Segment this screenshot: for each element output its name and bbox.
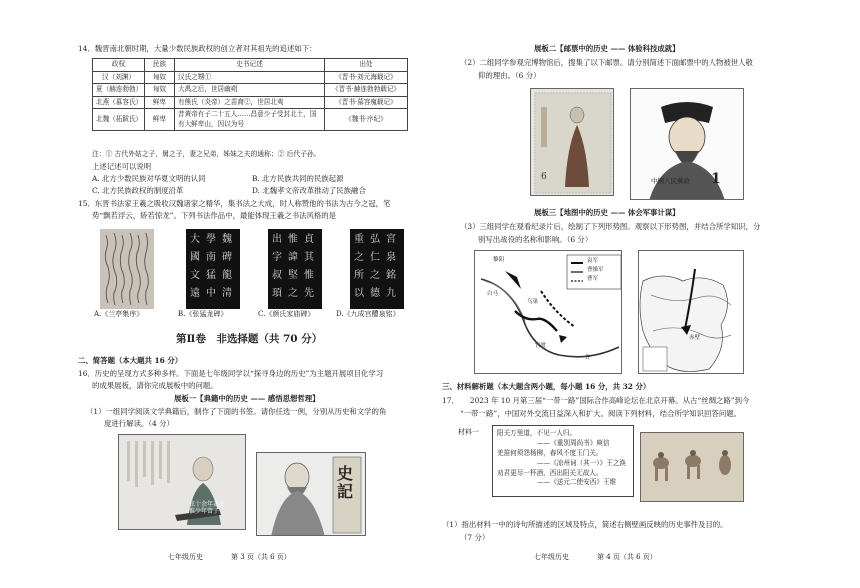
bookmark-image-1 — [118, 434, 246, 530]
stamp-2-country: 中國人民郵政 — [651, 177, 690, 185]
section-title: 第Ⅱ卷 非选择题（共 70 分） — [176, 333, 323, 345]
table-row — [93, 71, 408, 84]
sub2-stem-2: 仰的理由。（6 分） — [478, 71, 541, 80]
lantingxu-image — [100, 229, 154, 309]
cell: 有熊氏（炎帝）之苗裔②，世居北夷 — [175, 96, 325, 109]
cell: 大禹之后，世居幽朔 — [175, 84, 325, 97]
cell: 夏（赫连勃勃） — [93, 84, 145, 97]
footer-right: 七年级历史 第 4 页（共 6 页） — [534, 553, 657, 561]
board2-title: 展板二【邮票中的历史 —— 体验科技成就】 — [534, 44, 680, 53]
q15-option-a[interactable]: A.《兰亭集序》 — [94, 310, 144, 318]
cell: 北燕（慕容氏） — [93, 96, 145, 109]
poem-source-2: ——《凉州词（其一）》王之涣 — [537, 458, 627, 467]
q15-stem-1: 15．东晋书法家王羲之吸收汉魏诸家之精华，集书法之大成，时人称赞他的书法为古今之冠，笔 — [78, 199, 391, 208]
sub2-stem-1: （2）二组同学参观完博物馆后，搜集了以下邮票。请分别简述下面邮票中的人物被世人敬 — [460, 58, 753, 67]
cell: 鲜卑 — [145, 96, 175, 109]
sub17-stem-1: （1）指出材料一中的诗句所描述的区域及特点，简述右侧壁画反映的历史事件及目的。 — [442, 520, 728, 529]
option-d[interactable]: D. 北魏孝文帝改革推动了民族融合 — [252, 186, 366, 195]
cursive-script-icon — [100, 229, 154, 309]
q16-stem-2: 的成果展板，请你完成展板中的问题。 — [92, 381, 218, 390]
sub3-stem-1: （3）三组同学在观看纪录片后，绘制了下列形势图。观察以下形势图，并结合所学知识，分 — [460, 222, 761, 231]
q14-note: 注：① 古代外姑之子，舅之子，妻之兄弟，姊妹之夫的通称；② 后代子孙。 — [92, 150, 321, 158]
material-label: 材料一 — [458, 428, 479, 436]
cell: 《魏书·序纪》 — [325, 109, 408, 131]
q15-stem-2: 势“飘若浮云，矫若惊龙”。下列书法作品中，最能体现王羲之书法风格的是 — [92, 211, 337, 220]
stamp-2 — [630, 88, 744, 200]
q15-option-d[interactable]: D.《九成宫醴泉铭》 — [336, 310, 400, 318]
cell: 汉（刘渊） — [93, 71, 145, 84]
q14-options-row2 — [92, 186, 412, 197]
page-4 — [430, 0, 860, 588]
cell: 匈奴 — [145, 84, 175, 97]
sub17-stem-2: （7 分） — [460, 533, 490, 542]
header-regime: 政权 — [93, 59, 145, 72]
table-row — [93, 109, 408, 131]
bookmark-title: 史記 — [337, 464, 354, 501]
zhangmenglong-image: 大 學 魏 國 南 碑 文 猛 龍 遠 中 清 — [186, 229, 240, 309]
bookmark-image-2 — [256, 452, 366, 536]
header-source: 出处 — [325, 59, 408, 72]
map-label-baima: 白马 — [487, 291, 499, 297]
q15-option-c[interactable]: C.《颜氏家庙碑》 — [258, 310, 315, 318]
cell: 昔黄帝有子二十五人……昌意少子受封北土，国有大鲜卑山，因以为号 — [175, 109, 325, 131]
sub3-stem-2: 别写出战役的名称和影响。（6 分） — [478, 235, 593, 244]
map-label-liyang: 黎阳 — [493, 257, 505, 263]
poem-line-2: 羌笛何须怨杨柳，春风不度玉门关。 — [497, 448, 603, 457]
jiucheng-image: 重 弘 宮 之 仁 泉 所 之 銘 以 德 九 — [350, 229, 404, 309]
cell: 《晋书·慕容廆载记》 — [325, 96, 408, 109]
header-ethnic: 民族 — [145, 59, 175, 72]
map-label-guandu: 官渡 — [535, 343, 547, 349]
map-chibi — [638, 250, 744, 374]
stamp-1-value: 6 — [541, 172, 547, 182]
header-record: 史书记述 — [175, 59, 325, 72]
option-b[interactable]: B. 北方民族共同的民族起源 — [252, 174, 344, 183]
q14-stem: 14．魏晋南北朝时期，大量少数民族政权的创立者对其祖先的追述如下： — [78, 44, 317, 53]
sub1-stem-1: （1）一组同学阅读文学典籍后，制作了下面的书签。请你任选一例，分别从历史和文学的角 — [86, 407, 387, 416]
q16-stem-1: 16．历史的呈现方式多种多样。下面是七年级同学以“探寻身边的历史”为主题开展项目化学习 — [78, 369, 384, 378]
cell: 《晋书·刘元海载记》 — [325, 71, 408, 84]
cell: 《晋书·赫连勃勃载记》 — [325, 84, 408, 97]
legend-item-2: 曹操军 — [587, 267, 604, 273]
part2-heading: 二、简答题（本大题共 16 分） — [78, 356, 183, 365]
table-row — [93, 84, 408, 97]
mural-icon — [641, 433, 744, 502]
q17-stem-1: 17． 2023 年 10 月第三届“一带一路”国际合作高峰论坛在北京开幕。从古“丝绸之路”到今 — [442, 396, 750, 405]
material-1-box — [492, 425, 634, 497]
poem-source-3: ——《送元二使安西》王维 — [537, 478, 617, 487]
cell: 匈奴 — [145, 71, 175, 84]
poem-line-3: 劝君更尽一杯酒，西出阳关无故人。 — [497, 468, 603, 477]
mural-image — [640, 432, 744, 502]
map-label-wuchao: 乌巢 — [527, 299, 539, 305]
q14-options-row1 — [92, 174, 412, 185]
yanshi-image: 出 惟 貞 字 諱 其 叔 堅 惟 頊 之 先 — [268, 229, 322, 309]
table-header-row — [93, 59, 408, 72]
map-guandu — [474, 250, 622, 374]
option-c[interactable]: C. 北方民族政权的制度沿革 — [92, 186, 184, 195]
sub1-stem-2: 度进行解读。（4 分） — [104, 419, 174, 428]
map-label-chibi: 赤壁 — [689, 335, 701, 341]
cell: 汉氏之甥① — [175, 71, 325, 84]
footer-left: 七年级历史 第 3 页（共 6 页） — [168, 553, 291, 561]
legend-item-1: 袁军 — [587, 258, 599, 264]
cell: 鲜卑 — [145, 109, 175, 131]
board3-title: 展板三【地图中的历史 —— 体会军事计谋】 — [534, 208, 680, 217]
part3-heading: 三、材料解析题（本大题含两小题，每小题 16 分，共 32 分） — [442, 382, 651, 391]
bookmark-text: 弦十余年著史 惟少年曾子 — [189, 501, 226, 516]
q17-stem-2: “一带一路”，中国对外交流日益深入和扩大。阅读下列材料，结合所学知识回答问题。 — [460, 409, 742, 418]
board1-title: 展板一【典籍中的历史 —— 感悟思想哲理】 — [174, 394, 320, 403]
legend-item-3: 曹军 — [587, 276, 599, 282]
stamp-1 — [530, 88, 614, 196]
q14-lead: 上述记述可以说明 — [92, 162, 152, 171]
poem-source-1: ——《重别周尚书》庾信 — [537, 438, 610, 447]
stamp-2-value: 1 — [711, 171, 721, 187]
q15-option-b[interactable]: B.《张猛龙碑》 — [178, 310, 228, 318]
poem-line-1: 阳关万里道，不见一人归。 — [497, 429, 577, 437]
option-a[interactable]: A. 北方少数民族对华夏文明的认同 — [92, 174, 206, 183]
table-row — [93, 96, 408, 109]
map-label-xu: 许 — [585, 355, 591, 361]
region-map-icon — [639, 251, 744, 374]
cell: 北魏（拓跋氏） — [93, 109, 145, 131]
poet-bookmark-icon — [119, 435, 246, 530]
q14-table — [92, 58, 408, 131]
